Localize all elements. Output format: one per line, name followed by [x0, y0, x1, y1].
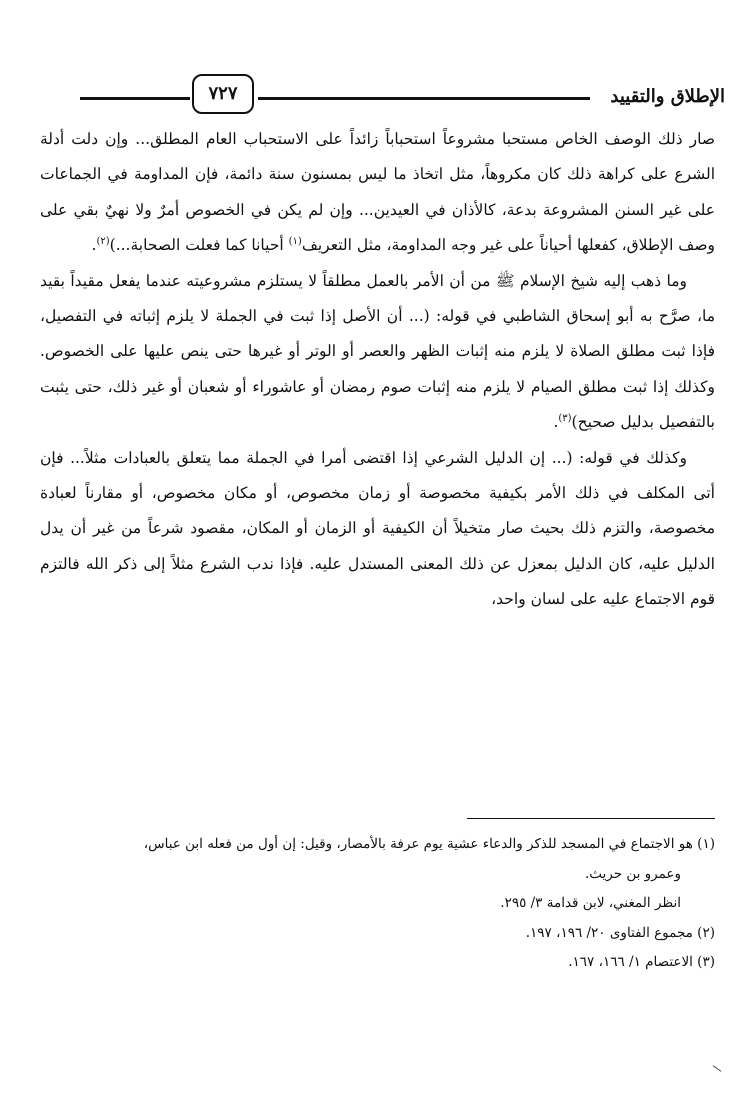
paragraph-1-text-2: أحيانا كما فعلت الصحابة...)	[109, 236, 289, 255]
paragraph-2-text: وما ذهب إليه شيخ الإسلام ﷺ من أن الأمر بالعمل مطلقاً لا يستلزم مشروعيته عندما يفعل مقيداً بقيد ما، صرَّح به أبو إسحاق الشاطبي في قوله: (... أن الأصل إذا ثبت في الجملة لا يلزم إثباته في التفصيل، فإذا ثبت مطلق الصلاة لا يلزم منه إثبات الظهر والعصر أو الوتر أو غيرها حتى ينص عليها على الخصوص. وكذلك إذا ثبت مطلق الصيام لا يلزم منه إثبات صوم رمضان أو عاشوراء أو شعبان أو غير ذلك، حتى يثبت بالتفصيل بدليل صحيح)	[40, 271, 715, 432]
footnote-1-cont: وعمرو بن حريث.	[584, 865, 681, 882]
paragraph-1-end: .	[91, 236, 97, 255]
page-mark	[713, 1065, 722, 1072]
running-title: الإطلاق والتقييد	[610, 86, 725, 107]
page-header	[30, 62, 725, 110]
footnote-1: (١) هو الاجتماع في المسجد للذكر والدعاء عشية يوم عرفة بالأمصار، وقيل: إن أول من فعله ابن عباس،	[143, 836, 715, 852]
paragraph-2-end: .	[553, 413, 559, 432]
footnote-ref-1: (١)	[288, 236, 302, 248]
header-rule-left	[80, 97, 190, 100]
header-rule-right	[258, 97, 590, 100]
paragraph-3: وكذلك في قوله: (... إن الدليل الشرعي إذا اقتضى أمرا في الجملة مما يتعلق بالعبادات مثلاً... فإن أتى المكلف في ذلك الأمر بكيفية مخصوصة أو زمان مخصوص، أو مكان مخصوص، أو مقارناً لعبادة مخصوصة، والتزم ذلك بحيث صار متخيلاً أن الكيفية أو الزمان أو المكان، مقصود شرعاً من غير أن يدل الدليل عليه، كان الدليل بمعزل عن ذلك المعنى المستدل عليه. فإذا ندب الشرع مثلاً إلى ذكر الله فالتزم قوم الاجتماع عليه على لسان واحد،	[40, 448, 715, 609]
main-text	[40, 122, 715, 618]
paragraph-2	[40, 264, 715, 441]
footnotes	[40, 830, 715, 978]
footnote-2: (٢) مجموع الفتاوى ٢٠/ ١٩٦، ١٩٧.	[525, 924, 715, 941]
footnote-ref-3: (٣)	[558, 413, 572, 425]
page-number: ٧٢٧	[192, 74, 254, 114]
footnote-separator	[467, 818, 715, 819]
footnote-ref-2: (٢)	[96, 236, 110, 248]
paragraph-1-text: صار ذلك الوصف الخاص مستحبا مشروعاً استحباباً زائداً على الاستحباب العام المطلق... وإن دلت أدلة الشرع على كراهة ذلك كان مكروهاً، مثل اتخاذ ما ليس بمسنون سنة دائمة، فإن المداومة في الجماعات على غير السنن المشروعة بدعة، كالأذان في العيدين... وإن لم يكن في الخصوص أمرٌ ولا نهيٌ بقي على وصف الإطلاق، كفعلها أحياناً على غير وجه المداومة، مثل التعريف	[40, 130, 715, 255]
paragraph-1	[40, 122, 715, 264]
footnote-3: (٣) الاعتصام ١/ ١٦٦، ١٦٧.	[568, 954, 715, 970]
footnote-1-source: انظر المغني، لابن قدامة ٣/ ٢٩٥.	[500, 895, 681, 911]
